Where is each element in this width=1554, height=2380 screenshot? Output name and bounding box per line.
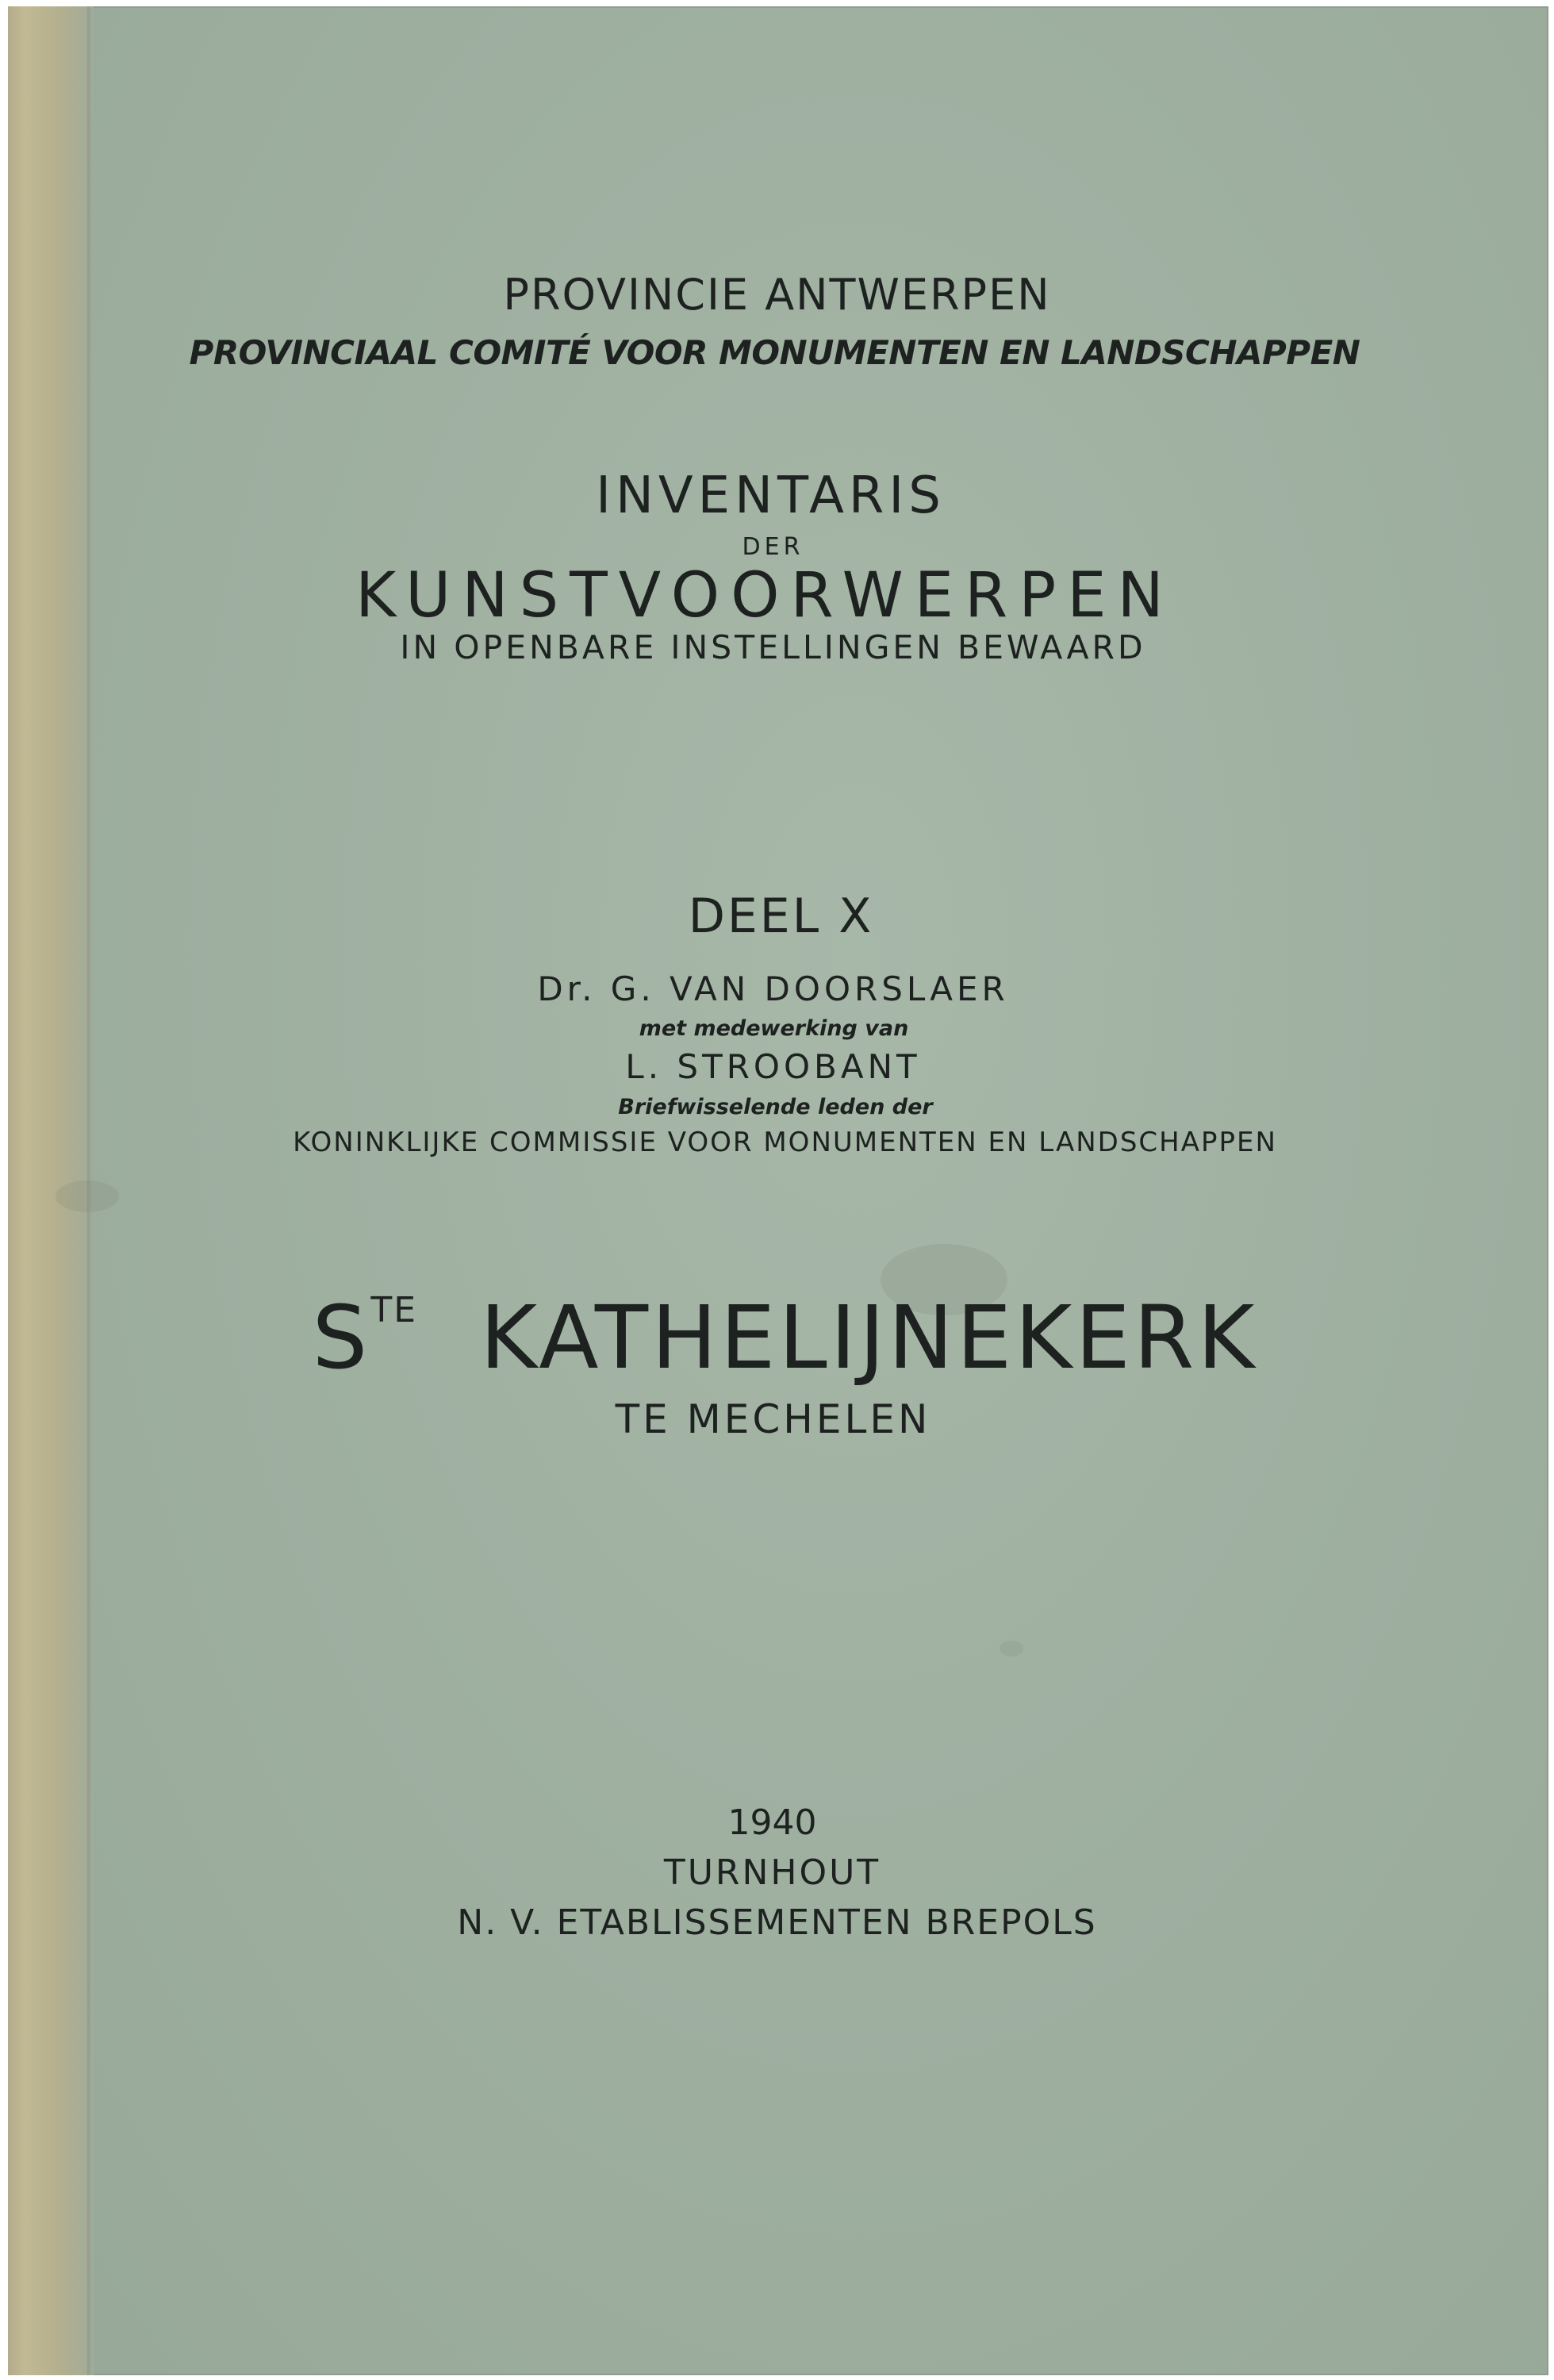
der-word: DER <box>742 533 804 561</box>
collection-subtitle: IN OPENBARE INSTELLINGEN BEWAARD <box>400 628 1146 666</box>
inventaris-title: INVENTARIS <box>596 466 946 525</box>
church-title <box>8 1287 1554 1388</box>
kunstvoorwerpen-title: KUNSTVOORWERPEN <box>355 560 1175 631</box>
church-title-prefix-sup: TE <box>370 1290 418 1330</box>
church-location: TE MECHELEN <box>615 1396 931 1442</box>
members-note: Briefwisselende leden der <box>618 1095 933 1119</box>
committee-heading: PROVINCIAAL COMITÉ VOOR MONUMENTEN EN LANDSCHAPPEN <box>189 333 1360 372</box>
publication-year: 1940 <box>727 1802 817 1843</box>
volume-number: DEEL X <box>688 889 874 944</box>
commission-name: KONINKLIJKE COMMISSIE VOOR MONUMENTEN EN LANDSCHAPPEN <box>293 1127 1277 1158</box>
cover-stain <box>56 1180 119 1212</box>
publication-city: TURNHOUT <box>663 1852 881 1893</box>
collaboration-note: met medewerking van <box>639 1016 909 1041</box>
author-name: Dr. G. VAN DOORSLAER <box>537 969 1009 1008</box>
coauthor-name: L. STROOBANT <box>625 1047 921 1086</box>
province-heading: PROVINCIE ANTWERPEN <box>503 270 1051 320</box>
cover-stain <box>1000 1641 1023 1656</box>
publisher-name: N. V. ETABLISSEMENTEN BREPOLS <box>457 1902 1097 1943</box>
church-title-prefix: S <box>312 1287 371 1388</box>
church-title-name: KATHELIJNEKERK <box>480 1287 1258 1388</box>
